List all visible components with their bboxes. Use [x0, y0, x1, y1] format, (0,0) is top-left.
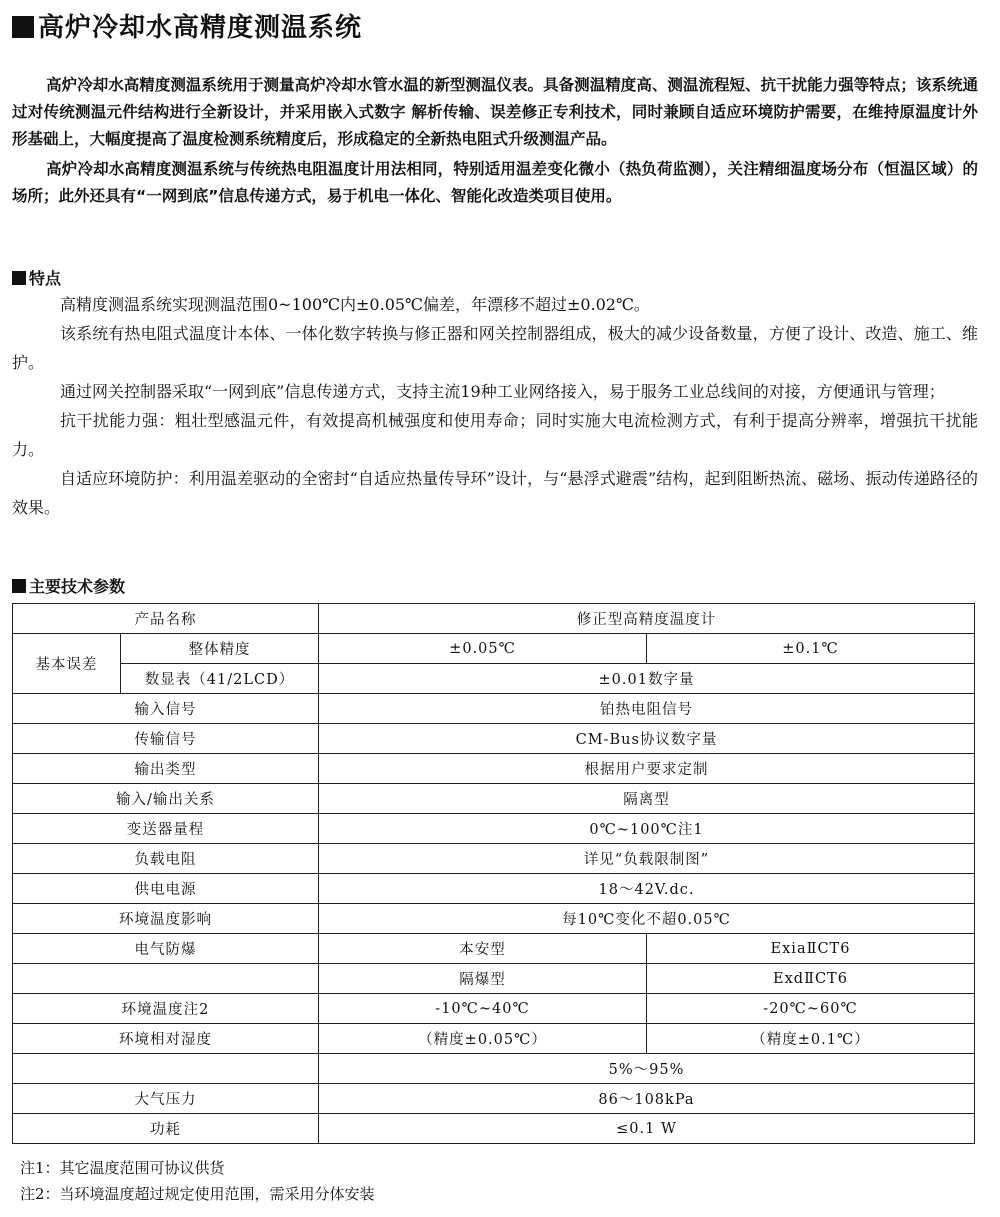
table-cell-value: 铂热电阻信号 — [319, 694, 975, 724]
table-cell-label: 输出类型 — [13, 754, 319, 784]
table-cell-value: ExiaⅡCT6 — [647, 934, 975, 964]
table-cell-value: 隔爆型 — [319, 964, 647, 994]
table-cell-value: ≤0.1 W — [319, 1114, 975, 1144]
square-bullet-icon — [12, 16, 34, 38]
table-row — [13, 664, 975, 694]
spec-table — [12, 603, 975, 1144]
table-cell-value: -10℃~40℃ — [319, 994, 647, 1024]
table-cell-label: 大气压力 — [13, 1084, 319, 1114]
table-cell-label: 供电电源 — [13, 874, 319, 904]
intro-paragraph-2: 高炉冷却水高精度测温系统与传统热电阻温度计用法相同，特别适用温差变化微小（热负荷监测），关注精细温度场分布（恒温区域）的场所；此外还具有“一网到底”信息传递方式，易于机电一体化、智能化改造类项目使用。 — [12, 160, 978, 205]
table-row — [13, 1084, 975, 1114]
table-cell-label: 整体精度 — [121, 634, 319, 664]
table-cell-value: 根据用户要求定制 — [319, 754, 975, 784]
note-1: 注1：其它温度范围可协议供货 — [20, 1159, 225, 1177]
table-cell-label: 功耗 — [13, 1114, 319, 1144]
feature-item-5: 自适应环境防护：利用温差驱动的全密封“自适应热量传导环”设计，与“悬浮式避震”结构，起到阻断热流、磁场、振动传递路径的效果。 — [12, 469, 978, 517]
table-cell-value: 86～108kPa — [319, 1084, 975, 1114]
table-cell-value: CM-Bus协议数字量 — [319, 724, 975, 754]
feature-item-1: 高精度测温系统实现测温范围0~100℃内±0.05℃偏差，年漂移不超过±0.02℃。 — [60, 295, 650, 314]
table-cell-label: 输入信号 — [13, 694, 319, 724]
table-cell-value: ±0.1℃ — [647, 634, 975, 664]
table-cell-label: 电气防爆 — [13, 934, 319, 964]
table-row — [13, 904, 975, 934]
table-row — [13, 1024, 975, 1054]
table-cell-value: （精度±0.1℃） — [647, 1024, 975, 1054]
features-heading-text: 特点 — [29, 269, 62, 288]
features-heading — [12, 266, 61, 289]
table-cell-empty — [13, 964, 319, 994]
table-cell-value: ±0.05℃ — [319, 634, 647, 664]
notes-section — [20, 1155, 375, 1207]
table-cell-label: 环境温度注2 — [13, 994, 319, 1024]
square-bullet-icon — [12, 271, 26, 285]
feature-item-4: 抗干扰能力强：粗壮型感温元件，有效提高机械强度和使用寿命；同时实施大电流检测方式，有利于提高分辨率，增强抗干扰能力。 — [12, 411, 978, 459]
table-cell-empty — [13, 1054, 319, 1084]
params-heading-text: 主要技术参数 — [29, 577, 126, 596]
table-cell-value: 0℃~100℃注1 — [319, 814, 975, 844]
table-row — [13, 724, 975, 754]
table-row — [13, 784, 975, 814]
intro-paragraph-1: 高炉冷却水高精度测温系统用于测量高炉冷却水管水温的新型测温仪表。具备测温精度高、测温流程短、抗干扰能力强等特点；该系统通过对传统测温元件结构进行全新设计，并采用嵌入式数字 解析传输、误差修正专利技术，同时兼顾自适应环境防护需要，在维持原温度计外形基础上，大幅度提高了温度检测系统精度后，形成稳定的全新热电阻式升级测温产品。 — [12, 76, 978, 148]
table-row — [13, 1114, 975, 1144]
intro-section — [12, 72, 978, 213]
note-2: 注2：当环境温度超过规定使用范围，需采用分体安装 — [20, 1185, 375, 1203]
table-cell-label: 环境相对湿度 — [13, 1024, 319, 1054]
table-row — [13, 994, 975, 1024]
feature-item-2: 该系统有热电阻式温度计本体、一体化数字转换与修正器和网关控制器组成，极大的减少设备数量，方便了设计、改造、施工、维护。 — [12, 324, 978, 372]
table-row — [13, 934, 975, 964]
table-cell-value: （精度±0.05℃） — [319, 1024, 647, 1054]
table-cell-value: ExdⅡCT6 — [647, 964, 975, 994]
table-row — [13, 634, 975, 664]
table-cell-label: 传输信号 — [13, 724, 319, 754]
feature-item-3: 通过网关控制器采取“一网到底”信息传递方式，支持主流19种工业网络接入，易于服务工业总线间的对接，方便通讯与管理； — [60, 382, 945, 401]
table-cell-value: 5%～95% — [319, 1054, 975, 1084]
table-cell-value: 本安型 — [319, 934, 647, 964]
table-row — [13, 604, 975, 634]
table-cell-label: 环境温度影响 — [13, 904, 319, 934]
table-cell-value: 修正型高精度温度计 — [319, 604, 975, 634]
page-title — [12, 8, 362, 48]
table-cell-value: 详见“负载限制图” — [319, 844, 975, 874]
params-heading — [12, 574, 125, 597]
table-row — [13, 1054, 975, 1084]
table-row — [13, 874, 975, 904]
table-row — [13, 754, 975, 784]
table-cell-value: 18～42V.dc. — [319, 874, 975, 904]
table-cell-value: 隔离型 — [319, 784, 975, 814]
table-cell-label: 输入/输出关系 — [13, 784, 319, 814]
table-row — [13, 694, 975, 724]
square-bullet-icon — [12, 579, 26, 593]
table-cell-label: 变送器量程 — [13, 814, 319, 844]
table-cell-label: 数显表（41/2LCD） — [121, 664, 319, 694]
table-cell-value: -20℃~60℃ — [647, 994, 975, 1024]
table-cell-label: 基本误差 — [13, 634, 121, 694]
table-cell-value: ±0.01数字量 — [319, 664, 975, 694]
features-section — [12, 290, 978, 522]
table-row — [13, 814, 975, 844]
table-row — [13, 844, 975, 874]
table-cell-label: 负载电阻 — [13, 844, 319, 874]
page-title-text: 高炉冷却水高精度测温系统 — [38, 13, 363, 43]
table-cell-label: 产品名称 — [13, 604, 319, 634]
table-row — [13, 964, 975, 994]
table-cell-value: 每10℃变化不超0.05℃ — [319, 904, 975, 934]
